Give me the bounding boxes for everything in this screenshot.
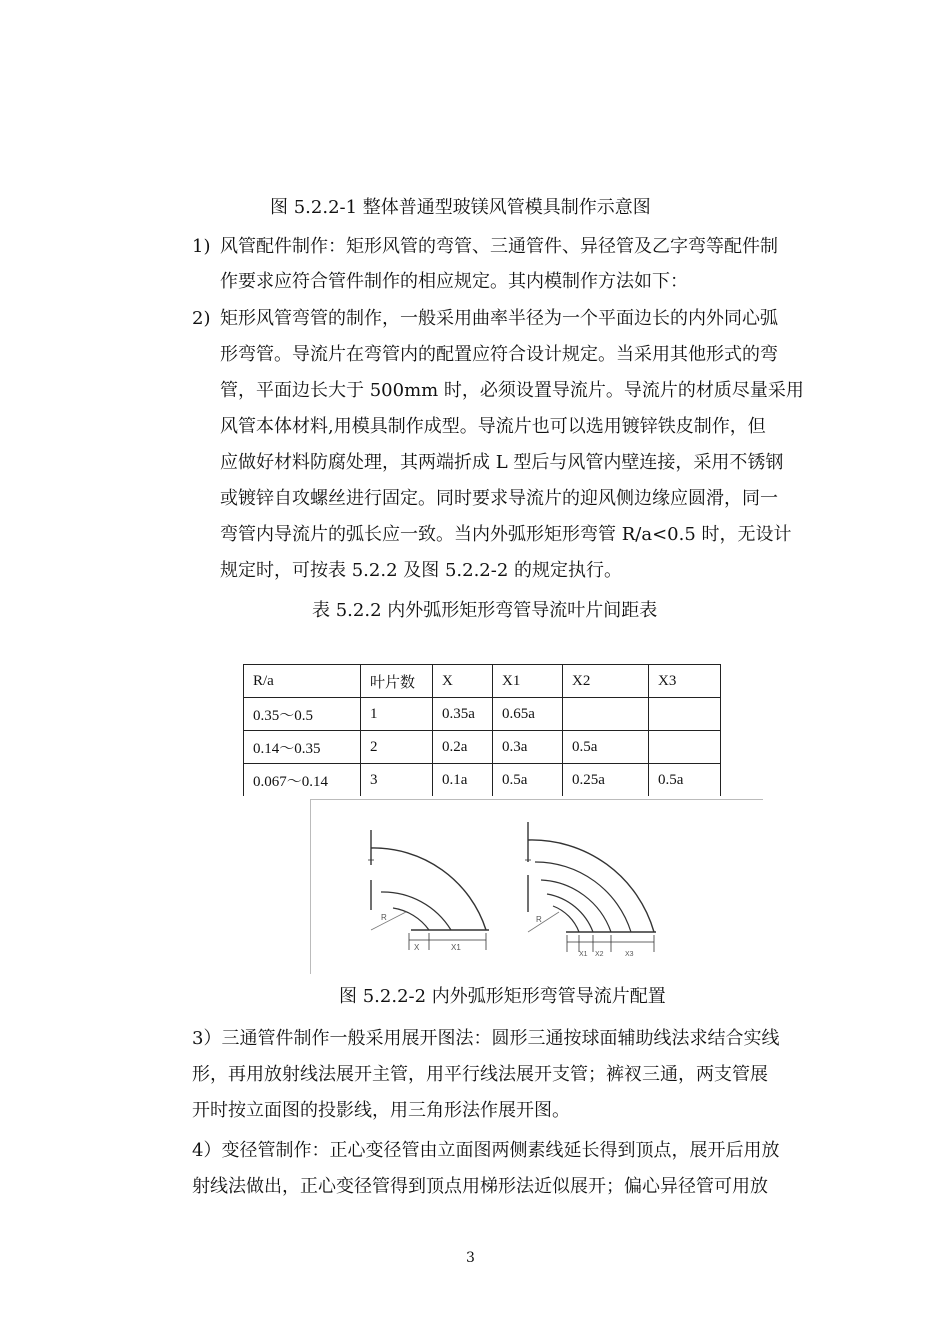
item-4-line-1: 4）变径管制作：正心变径管由立面图两侧素线延长得到顶点，展开后用放 (192, 1140, 780, 1161)
table-cell: 0.067～0.14 (244, 764, 361, 797)
item-1-number: 1) (192, 236, 211, 257)
table-cell (563, 698, 649, 731)
item-2-line-4: 风管本体材料,用模具制作成型。导流片也可以选用镀锌铁皮制作，但 (220, 416, 766, 437)
table-cell: 0.1a (433, 764, 493, 797)
elbow-diagrams-svg (311, 800, 763, 974)
item-2-line-1: 矩形风管弯管的制作，一般采用曲率半径为一个平面边长的内外同心弧 (220, 308, 778, 329)
item-2-line-7: 弯管内导流片的弧长应一致。当内外弧形矩形弯管 R/a<0.5 时，无设计 (220, 524, 792, 545)
left-r-label: R (381, 913, 387, 922)
table-row (244, 764, 721, 797)
item-2-line-2: 形弯管。导流片在弯管内的配置应符合设计规定。当采用其他形式的弯 (220, 344, 778, 365)
item-2-line-3: 管，平面边长大于 500mm 时，必须设置导流片。导流片的材质尽量采用 (220, 380, 804, 401)
header-cell: X (433, 665, 493, 698)
table-cell: 1 (361, 698, 433, 731)
figure-5-2-2-2-caption: 图 5.2.2-2 内外弧形矩形弯管导流片配置 (339, 986, 666, 1007)
right-r-label: R (536, 915, 542, 924)
table-cell: 0.5a (563, 731, 649, 764)
left-x-label: X (414, 943, 420, 952)
table-cell: 0.35～0.5 (244, 698, 361, 731)
table-cell: 0.14～0.35 (244, 731, 361, 764)
right-x1-label: X1 (579, 951, 588, 958)
table-cell: 2 (361, 731, 433, 764)
figure-5-2-2-1-caption: 图 5.2.2-1 整体普通型玻镁风管模具制作示意图 (270, 197, 651, 218)
item-1-line-1: 风管配件制作：矩形风管的弯管、三通管件、异径管及乙字弯等配件制 (220, 236, 778, 257)
item-2-line-6: 或镀锌自攻螺丝进行固定。同时要求导流片的迎风侧边缘应圆滑，同一 (220, 488, 778, 509)
header-cell: 叶片数 (361, 665, 433, 698)
item-2-line-8: 规定时，可按表 5.2.2 及图 5.2.2-2 的规定执行。 (220, 560, 623, 581)
table-row (244, 731, 721, 764)
item-3-line-1: 3）三通管件制作一般采用展开图法：圆形三通按球面辅助线法求结合实线 (192, 1028, 780, 1049)
right-x2-label: X2 (595, 951, 604, 958)
table-cell: 3 (361, 764, 433, 797)
table-5-2-2-caption: 表 5.2.2 内外弧形矩形弯管导流叶片间距表 (312, 600, 658, 621)
item-3-line-2: 形，再用放射线法展开主管，用平行线法展开支管；裤衩三通，两支管展 (192, 1064, 768, 1085)
table-cell: 0.25a (563, 764, 649, 797)
elbow-vane-figure (310, 799, 763, 974)
right-x3-label: X3 (625, 951, 634, 958)
item-1-line-2: 作要求应符合管件制作的相应规定。其内模制作方法如下： (220, 271, 688, 292)
table-cell: 0.5a (493, 764, 563, 797)
single-vane-elbow-diagram (368, 830, 489, 950)
left-x1-label: X1 (451, 943, 461, 952)
table-cell (649, 731, 721, 764)
header-cell: R/a (244, 665, 361, 698)
table-cell: 0.35a (433, 698, 493, 731)
table-cell: 0.5a (649, 764, 721, 797)
item-4-line-2: 射线法做出，正心变径管得到顶点用梯形法近似展开；偏心异径管可用放 (192, 1176, 768, 1197)
header-cell: X3 (649, 665, 721, 698)
page-number: 3 (466, 1250, 475, 1266)
header-cell: X1 (493, 665, 563, 698)
table-cell (649, 698, 721, 731)
three-vane-elbow-diagram (525, 822, 656, 952)
item-3-line-3: 开时按立面图的投影线，用三角形法作展开图。 (192, 1100, 570, 1121)
table-cell: 0.65a (493, 698, 563, 731)
item-2-line-5: 应做好材料防腐处理，其两端折成 L 型后与风管内壁连接，采用不锈钢 (220, 452, 784, 473)
table-cell: 0.2a (433, 731, 493, 764)
table-row (244, 698, 721, 731)
table-header-row (244, 665, 721, 698)
header-cell: X2 (563, 665, 649, 698)
vane-spacing-table (243, 664, 721, 796)
table-cell: 0.3a (493, 731, 563, 764)
item-2-number: 2) (192, 308, 211, 329)
